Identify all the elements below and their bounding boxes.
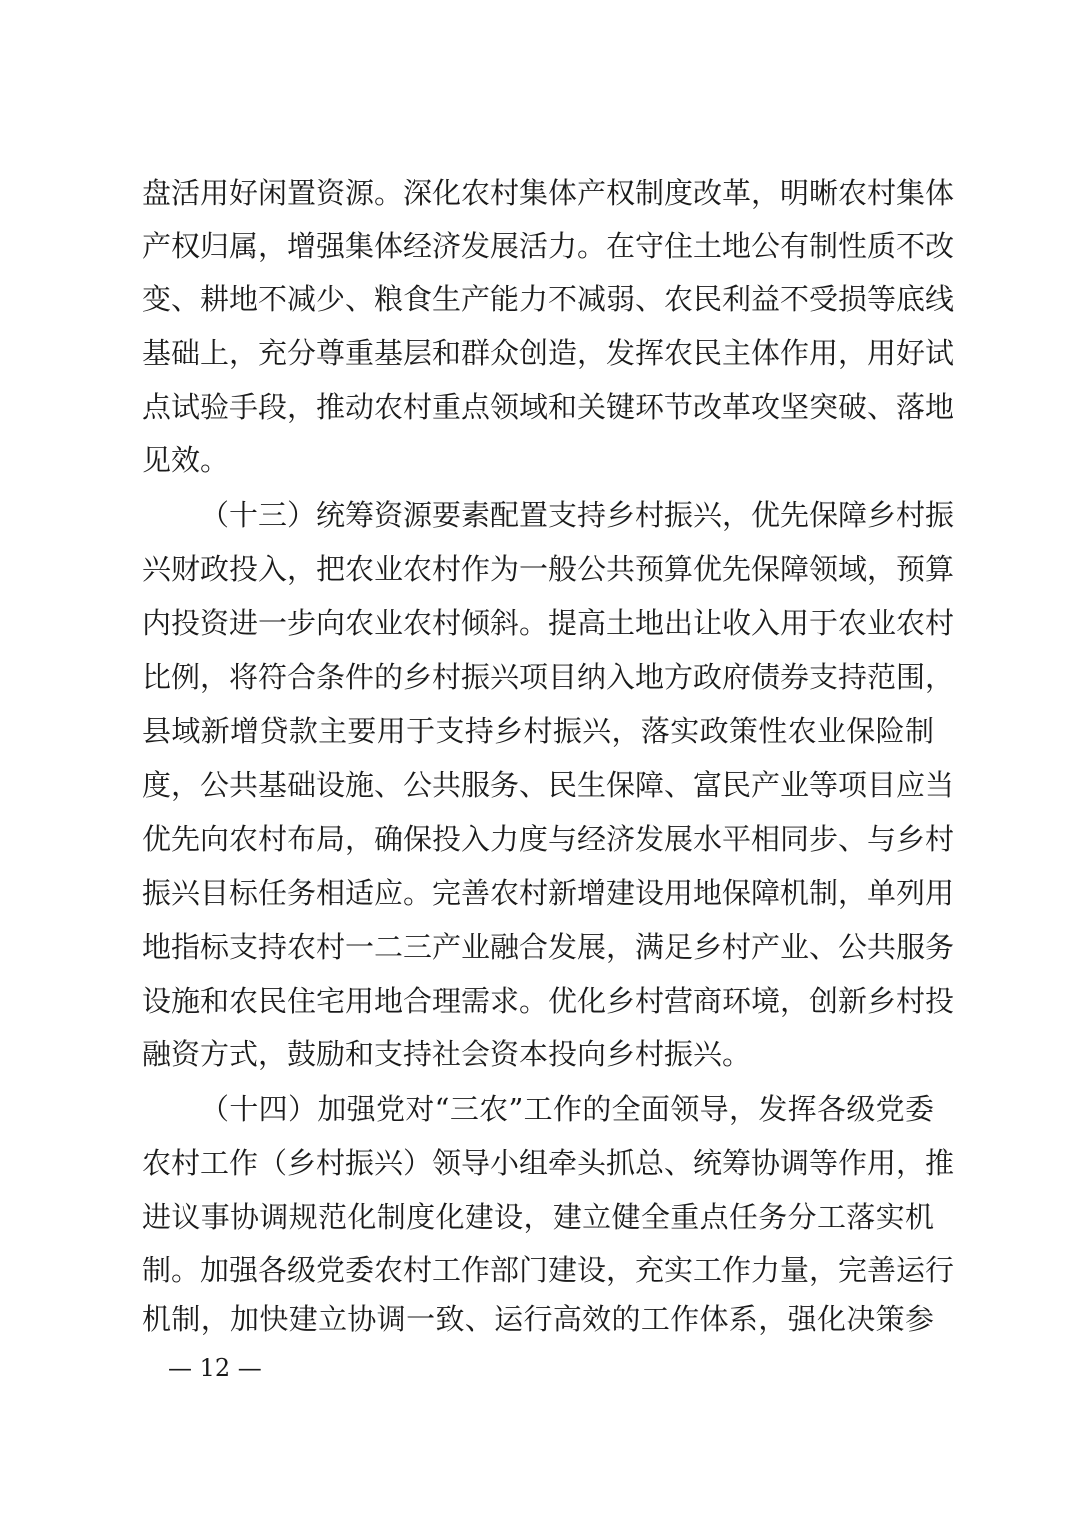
- text-line: 制。加强各级党委农村工作部门建设，充实工作力量，完善运行: [142, 1253, 955, 1287]
- text-line: 振兴目标任务相适应。完善农村新增建设用地保障机制，单列用: [142, 876, 955, 910]
- text-line: 农村工作（乡村振兴）领导小组牵头抓总、统筹协调等作用，推: [142, 1146, 955, 1180]
- text-line: 机制，加快建立协调一致、运行高效的工作体系，强化决策参: [142, 1302, 934, 1336]
- paragraph-start-line: （十三）统筹资源要素配置支持乡村振兴，优先保障乡村振: [200, 498, 955, 532]
- text-line: 设施和农民住宅用地合理需求。优化乡村营商环境，创新乡村投: [142, 984, 955, 1018]
- text-line: 地指标支持农村一二三产业融合发展，满足乡村产业、公共服务: [142, 930, 955, 964]
- text-line: 优先向农村布局，确保投入力度与经济发展水平相同步、与乡村: [142, 822, 955, 856]
- text-line: 点试验手段，推动农村重点领域和关键环节改革攻坚突破、落地: [142, 390, 955, 424]
- text-line: 度，公共基础设施、公共服务、民生保障、富民产业等项目应当: [142, 768, 955, 802]
- text-line: 内投资进一步向农业农村倾斜。提高土地出让收入用于农业农村: [142, 606, 955, 640]
- text-line: 进议事协调规范化制度化建设，建立健全重点任务分工落实机: [142, 1200, 934, 1234]
- text-line: 盘活用好闲置资源。深化农村集体产权制度改革，明晰农村集体: [142, 176, 955, 210]
- page-number: — 12 —: [168, 1354, 262, 1382]
- paragraph-start-line: （十四）加强党对“三农”工作的全面领导，发挥各级党委: [200, 1092, 934, 1126]
- text-line: 见效。: [142, 443, 230, 477]
- text-line: 融资方式，鼓励和支持社会资本投向乡村振兴。: [142, 1037, 752, 1071]
- text-line: 基础上，充分尊重基层和群众创造，发挥农民主体作用，用好试: [142, 336, 955, 370]
- text-line: 变、耕地不减少、粮食生产能力不减弱、农民利益不受损等底线: [142, 282, 955, 316]
- text-line: 产权归属，增强集体经济发展活力。在守住土地公有制性质不改: [142, 229, 955, 263]
- text-line: 比例，将符合条件的乡村振兴项目纳入地方政府债券支持范围，: [142, 660, 955, 694]
- text-line: 县域新增贷款主要用于支持乡村振兴，落实政策性农业保险制: [142, 714, 934, 748]
- text-line: 兴财政投入，把农业农村作为一般公共预算优先保障领域，预算: [142, 552, 955, 586]
